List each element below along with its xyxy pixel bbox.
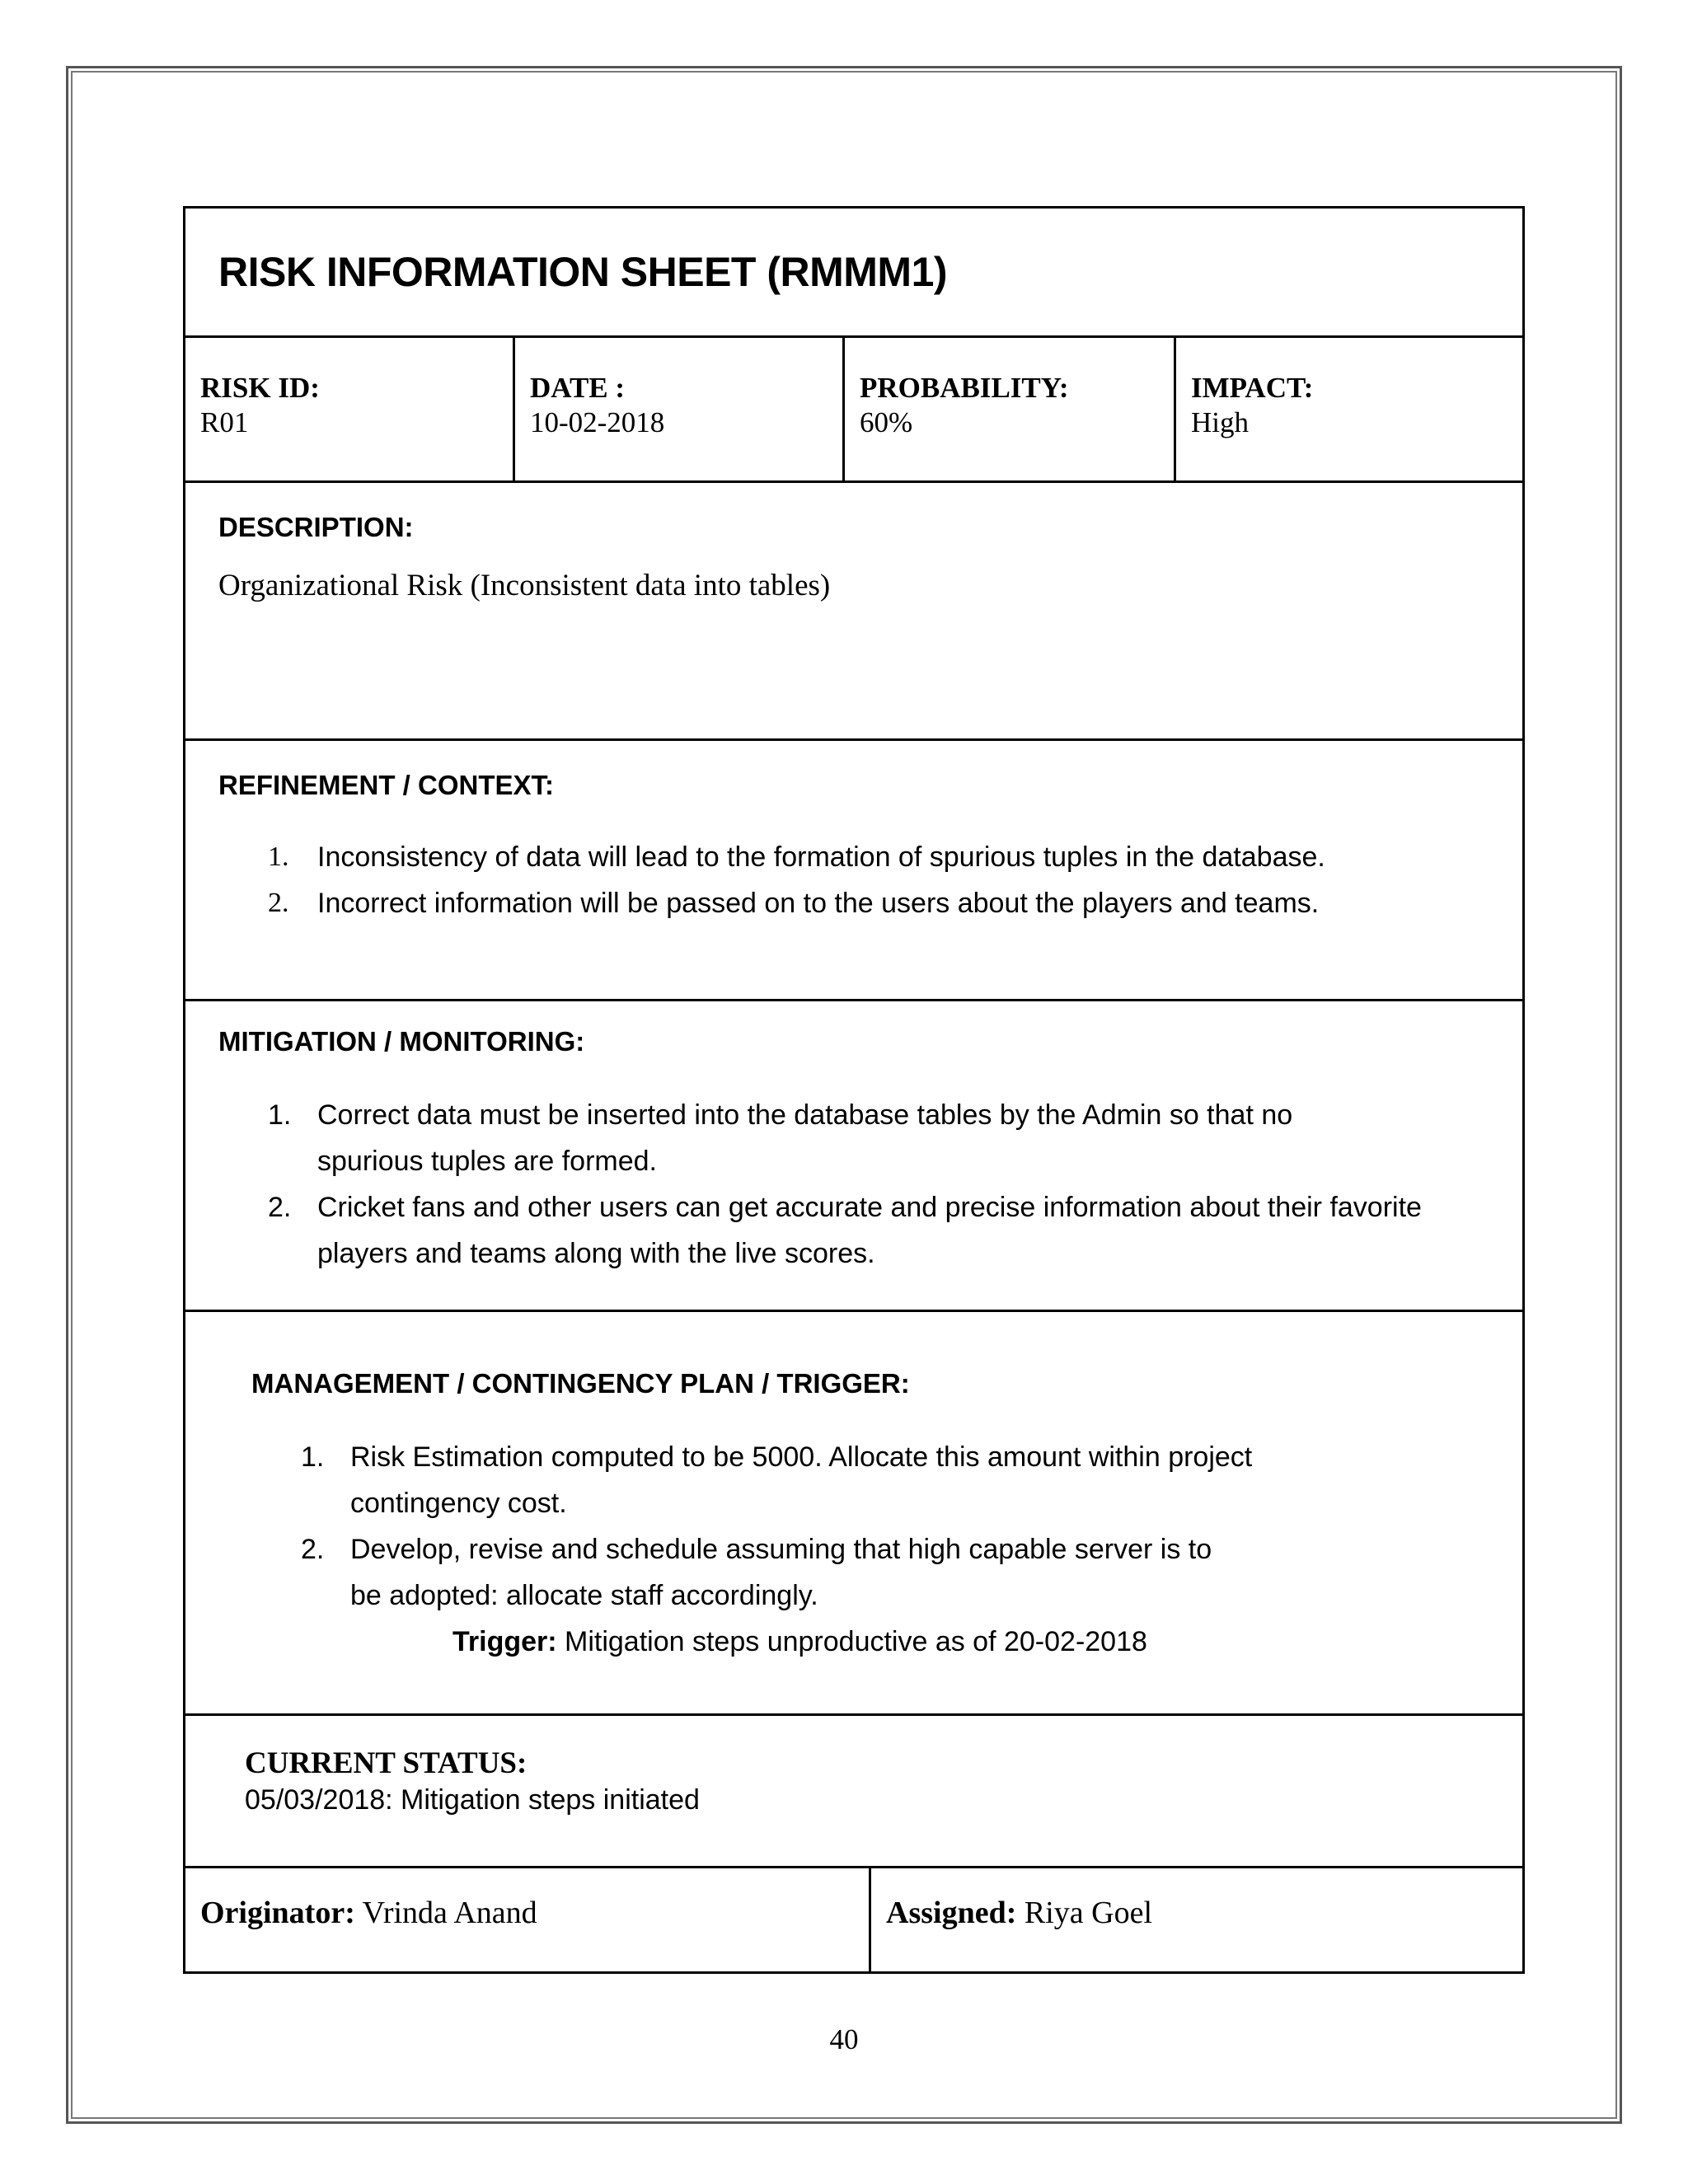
list-item bbox=[218, 1092, 1522, 1184]
originator-label: Originator: bbox=[200, 1896, 355, 1930]
status-heading: CURRENT STATUS: bbox=[245, 1746, 528, 1780]
list-text: Develop, revise and schedule assuming that high capable server is to be adopted: allocate staff accordingly. bbox=[350, 1534, 1212, 1611]
list-item bbox=[218, 1184, 1522, 1277]
originator-cell bbox=[185, 1868, 871, 1971]
page-number: 40 bbox=[829, 2023, 859, 2055]
list-text: Risk Estimation computed to be 5000. Allocate this amount within project contingency cost. bbox=[350, 1441, 1253, 1519]
list-text: Inconsistency of data will lead to the formation of spurious tuples in the database. bbox=[317, 841, 1325, 873]
list-number: 2. bbox=[268, 1192, 292, 1223]
list-number: 2. bbox=[268, 888, 289, 918]
probability-cell bbox=[845, 338, 1176, 480]
impact-cell bbox=[1176, 338, 1522, 480]
list-text: Cricket fans and other users can get accurate and precise information about their favorite players and teams along with the live scores. bbox=[317, 1192, 1422, 1269]
probability-label: PROBABILITY: bbox=[860, 372, 1069, 404]
risk-id-label: RISK ID: bbox=[200, 372, 320, 404]
status-text: 05/03/2018: Mitigation steps initiated bbox=[245, 1784, 700, 1816]
management-list bbox=[251, 1434, 1522, 1619]
assigned-cell bbox=[871, 1868, 1152, 1971]
trigger-text: Mitigation steps unproductive as of 20-02-2018 bbox=[556, 1626, 1147, 1657]
management-heading: MANAGEMENT / CONTINGENCY PLAN / TRIGGER: bbox=[251, 1368, 910, 1399]
trigger-label: Trigger: bbox=[452, 1626, 557, 1657]
assigned-label: Assigned: bbox=[886, 1896, 1017, 1930]
risk-id-value: R01 bbox=[200, 406, 249, 438]
risk-sheet bbox=[183, 206, 1525, 1974]
meta-row bbox=[185, 338, 1522, 483]
mitigation-heading: MITIGATION / MONITORING: bbox=[218, 1026, 585, 1057]
mitigation-row bbox=[185, 1001, 1522, 1312]
mitigation-list bbox=[218, 1092, 1522, 1277]
list-number: 1. bbox=[301, 1441, 325, 1473]
probability-value: 60% bbox=[860, 406, 913, 438]
description-text: Organizational Risk (Inconsistent data into tables) bbox=[218, 569, 831, 602]
sheet-title: RISK INFORMATION SHEET (RMMM1) bbox=[218, 249, 948, 295]
status-row bbox=[185, 1716, 1522, 1868]
description-row bbox=[185, 483, 1522, 741]
date-value: 10-02-2018 bbox=[530, 406, 665, 438]
impact-label: IMPACT: bbox=[1191, 372, 1314, 404]
title-row bbox=[185, 209, 1522, 338]
originator-value: Vrinda Anand bbox=[354, 1896, 537, 1930]
description-heading: DESCRIPTION: bbox=[218, 512, 414, 542]
refinement-list bbox=[218, 834, 1522, 926]
date-cell bbox=[515, 338, 845, 480]
list-item bbox=[251, 1434, 1522, 1526]
people-row bbox=[185, 1868, 1522, 1974]
list-item bbox=[218, 880, 1522, 926]
list-item bbox=[251, 1526, 1522, 1619]
date-label: DATE : bbox=[530, 372, 626, 404]
list-number: 1. bbox=[268, 1099, 292, 1131]
list-item bbox=[218, 834, 1522, 880]
trigger-line bbox=[251, 1619, 1522, 1665]
list-text: Correct data must be inserted into the database tables by the Admin so that no spurious tuples are formed. bbox=[317, 1099, 1293, 1177]
management-row bbox=[185, 1312, 1522, 1716]
list-number: 1. bbox=[268, 841, 289, 872]
risk-id-cell bbox=[185, 338, 515, 480]
refinement-heading: REFINEMENT / CONTEXT: bbox=[218, 770, 555, 800]
assigned-value: Riya Goel bbox=[1016, 1896, 1153, 1930]
list-number: 2. bbox=[301, 1534, 325, 1565]
list-text: Incorrect information will be passed on to the users about the players and teams. bbox=[317, 888, 1320, 919]
refinement-row bbox=[185, 741, 1522, 1001]
impact-value: High bbox=[1191, 406, 1249, 438]
